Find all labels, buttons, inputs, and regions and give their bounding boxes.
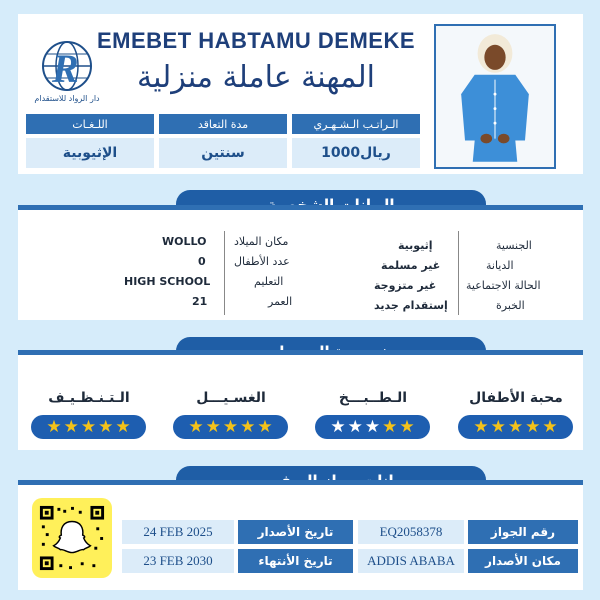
skill-rating (31, 415, 146, 439)
skill-rating (315, 415, 430, 439)
experience-card (18, 350, 583, 450)
nationality-label: الجنسية (496, 238, 532, 252)
star-filled-icon: ★ (257, 416, 273, 437)
skill-label: الـطــبـــخ (338, 390, 408, 406)
star-filled-icon: ★ (525, 416, 541, 437)
star-filled-icon: ★ (115, 416, 131, 437)
experience-value: إستقدام جديد (374, 298, 448, 312)
star-filled-icon: ★ (507, 416, 524, 437)
passport-number-value: EQ2058378 (358, 520, 464, 544)
salary-label: الـراتـب الـشـهـري (292, 114, 420, 134)
languages-label: اللـغـات (26, 114, 154, 134)
birthplace-label: مكان الميلاد (234, 234, 289, 248)
issue-place-value: ADDIS ABABA (358, 549, 464, 573)
skill-label: محبة الأطفال (469, 390, 563, 406)
worker-figure-icon (436, 26, 554, 167)
religion-value: غير مسلمة (381, 258, 441, 272)
star-filled-icon: ★ (46, 416, 62, 437)
worker-photo (434, 24, 556, 169)
children-value: 0 (198, 254, 206, 268)
star-filled-icon: ★ (80, 416, 97, 437)
svg-text:R: R (52, 46, 79, 91)
salary-box (292, 114, 420, 168)
age-value: 21 (192, 294, 208, 308)
issue-place-label: مكان الأصدار (468, 549, 578, 573)
snapchat-qr-code[interactable] (32, 498, 112, 578)
qr-code-icon (38, 504, 106, 572)
contract-label: مدة التعاقد (159, 114, 287, 134)
issue-date-value: 24 FEB 2025 (122, 520, 234, 544)
expiry-date-label: تاريخ الأنتهاء (238, 549, 353, 573)
star-filled-icon: ★ (205, 416, 221, 437)
job-title: المهنة عاملة منزلية (137, 60, 375, 95)
header-card (18, 14, 583, 174)
personal-card (18, 205, 583, 320)
expiry-date-value: 23 FEB 2030 (122, 549, 234, 573)
skill-rating (458, 415, 573, 439)
children-label: عدد الأطفال (234, 254, 290, 268)
religion-label: الديانة (486, 258, 514, 272)
salary-value: 1000ريال (292, 138, 420, 168)
marital-value: غير متزوجة (374, 278, 437, 292)
star-empty-icon: ★ (347, 416, 363, 437)
personal-divider-left (224, 231, 225, 315)
star-filled-icon: ★ (490, 416, 506, 437)
education-value: HIGH SCHOOL (124, 274, 211, 288)
languages-value: الإثيوبية (26, 138, 154, 168)
personal-divider-right (458, 231, 459, 315)
languages-box (26, 114, 154, 168)
passport-top-bar (18, 480, 583, 485)
star-filled-icon: ★ (98, 416, 114, 437)
star-filled-icon: ★ (542, 416, 558, 437)
education-label: التعليم (254, 274, 284, 288)
company-name: دار الرواد للاستقدام (34, 94, 100, 103)
nationality-value: إثيوبية (398, 238, 433, 252)
skill-label: الـتـنـظـيـف (48, 390, 130, 406)
birthplace-value: WOLLO (162, 234, 207, 248)
star-filled-icon: ★ (188, 416, 204, 437)
marital-label: الحالة الاجتماعية (466, 278, 541, 292)
experience-top-bar (18, 350, 583, 355)
skill-label: الغسـيـــل (196, 390, 266, 406)
experience-label: الخبرة (496, 298, 525, 312)
star-empty-icon: ★ (364, 416, 381, 437)
contract-value: سنتين (159, 138, 287, 168)
passport-number-label: رقم الجواز (468, 520, 578, 544)
personal-top-bar (18, 205, 583, 210)
skill-rating (173, 415, 288, 439)
star-filled-icon: ★ (222, 416, 239, 437)
star-filled-icon: ★ (473, 416, 489, 437)
age-label: العمر (268, 294, 293, 308)
star-filled-icon: ★ (382, 416, 398, 437)
star-filled-icon: ★ (63, 416, 79, 437)
passport-card (18, 480, 583, 590)
star-empty-icon: ★ (330, 416, 346, 437)
issue-date-label: تاريخ الأصدار (238, 520, 353, 544)
worker-name: EMEBET HABTAMU DEMEKE (96, 28, 416, 53)
star-filled-icon: ★ (399, 416, 415, 437)
contract-box (159, 114, 287, 168)
star-filled-icon: ★ (240, 416, 256, 437)
